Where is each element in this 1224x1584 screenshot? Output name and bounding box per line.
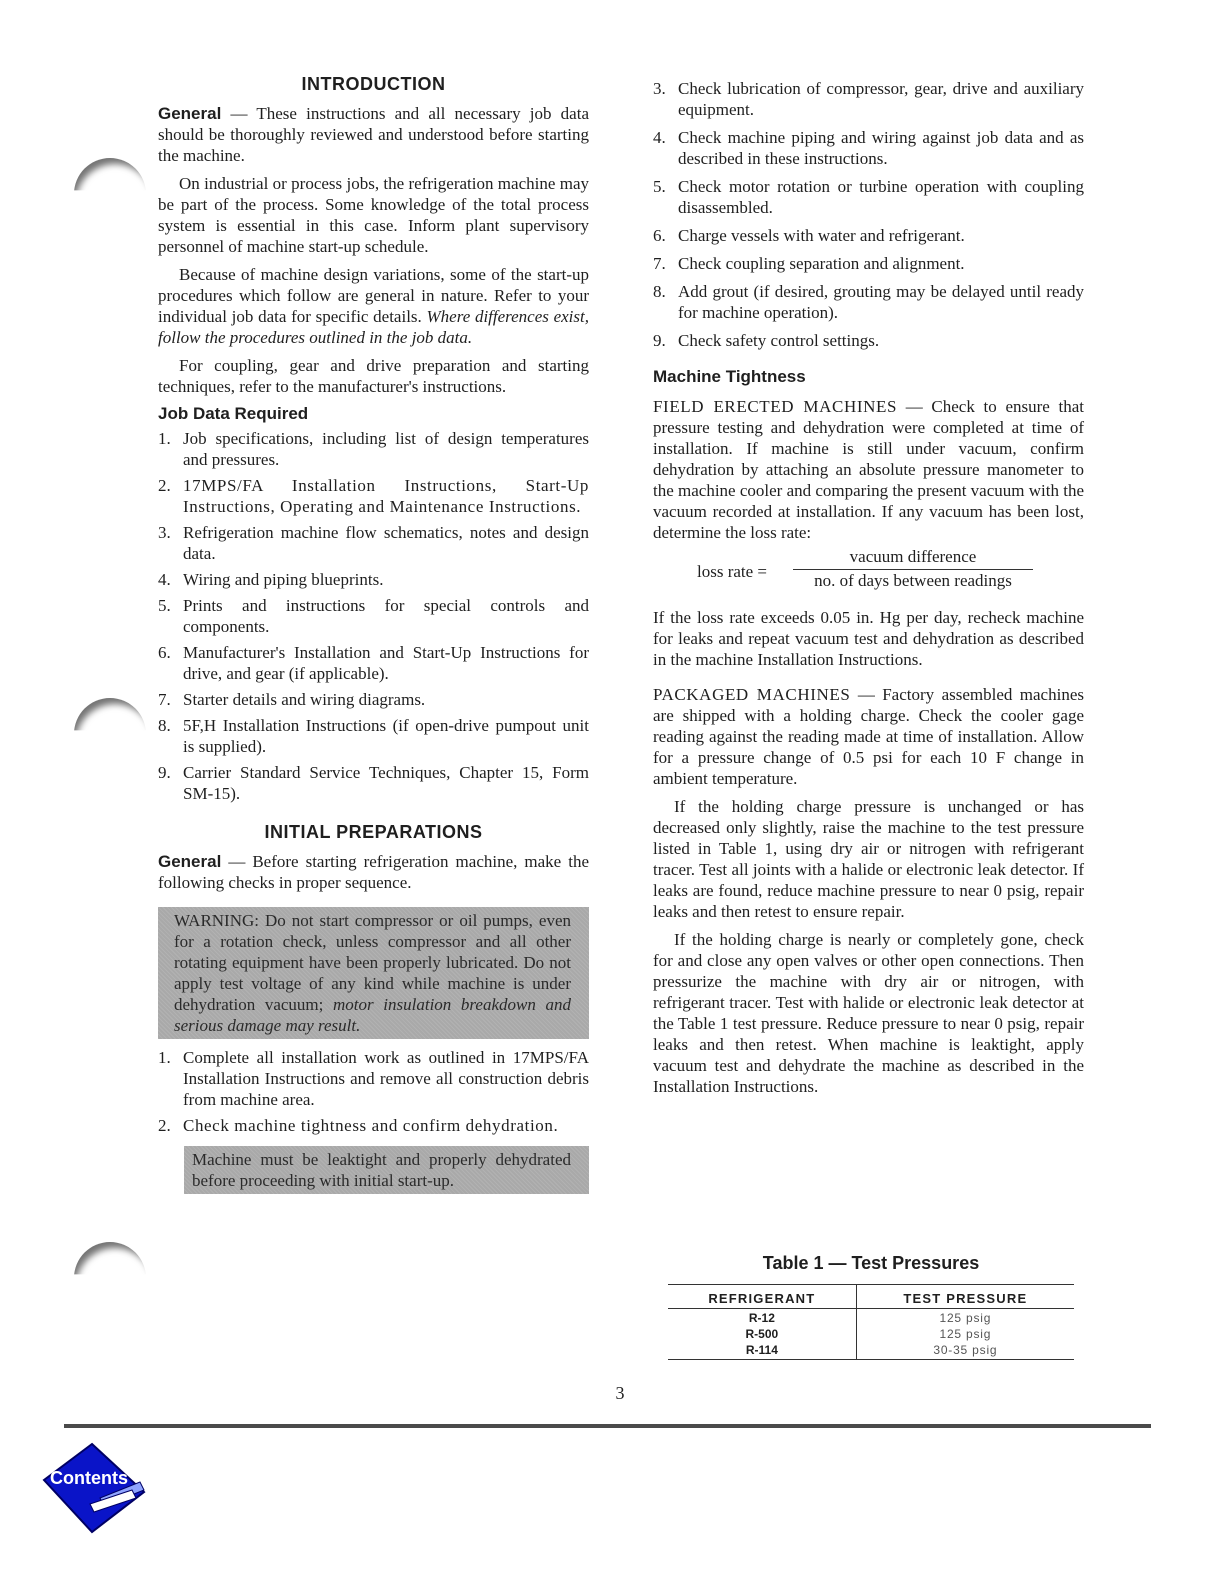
refrigerant-cell: R-500 bbox=[745, 1327, 779, 1341]
warning-italic: motor insulation breakdown and serious damage may result. bbox=[174, 995, 571, 1035]
variations-paragraph bbox=[158, 264, 589, 348]
list-item: 2. Check machine tightness and confirm dehydration. bbox=[158, 1116, 559, 1135]
footer-rule bbox=[64, 1424, 1151, 1428]
loss-rate-formula bbox=[653, 547, 1084, 597]
general-text: — These instructions and all necessary job data should be thoroughly reviewed and understood before starting the machine. bbox=[158, 104, 589, 165]
table-header-row bbox=[668, 1285, 1074, 1309]
list-item: 5. Prints and instructions for special controls and components. bbox=[158, 596, 589, 636]
formula-denominator: no. of days between readings bbox=[814, 571, 1012, 590]
prep-list-left bbox=[158, 1047, 589, 1136]
test-pressures-table bbox=[668, 1284, 1074, 1360]
refrigerant-cell: R-114 bbox=[668, 1342, 856, 1360]
list-item: 7. Starter details and wiring diagrams. bbox=[158, 690, 426, 709]
table-row bbox=[668, 1309, 1074, 1327]
field-erected-text: — Check to ensure that pressure testing and dehydration were completed at time of installation. If machine is still under vacuum, confirm dehydration by attaching an absolute pressure manometer to the machine cooler and comparing the present vacuum with the vacuum recorded at installation. If any vacuum has been lost, determine the loss rate: bbox=[653, 397, 1085, 542]
field-erected-lead: FIELD ERECTED MACHINES bbox=[653, 397, 898, 416]
general2-lead: General bbox=[158, 852, 222, 871]
packaged-lead: PACKAGED MACHINES bbox=[653, 685, 851, 704]
general-lead: General bbox=[158, 104, 222, 123]
list-item: 3. Check lubrication of compressor, gear, drive and auxiliary equipment. bbox=[653, 79, 1084, 119]
refrigerant-cell: R-12 bbox=[748, 1311, 775, 1325]
prep-list-right bbox=[653, 78, 1084, 351]
job-data-heading: Job Data Required bbox=[158, 404, 309, 423]
list-item: 9. Carrier Standard Service Techniques, Chapter 15, Form SM-15). bbox=[158, 763, 589, 803]
page-number: 3 bbox=[615, 1383, 625, 1403]
table-row bbox=[668, 1342, 1074, 1360]
list-item: 1. Job specifications, including list of design temperatures and pressures. bbox=[158, 429, 589, 469]
list-item: 4. Check machine piping and wiring against job data and as described in these instructions. bbox=[653, 128, 1084, 168]
formula-numerator: vacuum difference bbox=[849, 547, 977, 566]
variations-text: Because of machine design variations, some of the start-up procedures which follow are general in nature. Refer to your individual job data for specific details. bbox=[158, 265, 589, 326]
list-item: 6. Charge vessels with water and refrigerant. bbox=[653, 226, 965, 245]
pressure-cell: 30-35 psig bbox=[856, 1342, 1074, 1360]
binder-hole-top bbox=[74, 158, 146, 230]
job-data-list bbox=[158, 428, 589, 804]
pressure-cell: 125 psig bbox=[856, 1326, 1074, 1342]
introduction-heading: INTRODUCTION bbox=[301, 74, 446, 94]
packaged-text: — Factory assembled machines are shipped with a holding charge. Check the cooler gage reading against the reading made at time of installation. Allow for a pressure change of 0.5 psi for each 10 F change in ambient temperature. bbox=[653, 685, 1084, 788]
pressure-column-header: TEST PRESSURE bbox=[856, 1285, 1074, 1309]
refrigerant-column-header: REFRIGERANT bbox=[668, 1285, 856, 1309]
contents-link[interactable]: Contents bbox=[50, 1468, 128, 1488]
general2-text: — Before starting refrigeration machine, make the following checks in proper sequence. bbox=[158, 852, 589, 892]
formula-lhs: loss rate = bbox=[697, 562, 768, 581]
machine-tightness-heading: Machine Tightness bbox=[653, 367, 806, 386]
binder-hole-bottom bbox=[74, 1242, 146, 1314]
binder-hole-middle bbox=[74, 698, 146, 770]
list-item: 3. Refrigeration machine flow schematics, notes and design data. bbox=[158, 523, 589, 563]
holding-gone-paragraph: If the holding charge is nearly or completely gone, check for and close any open valves or other open connections. Then pressurize the machine with dry air or nitrogen, with refrigerant tracer. Test with halide or electronic leak detector at the Table 1 test pressure. Reduce pressure to near 0 psig, repair leaks and then retest. When machine is leaktight, apply vacuum test and dehydrate the machine as described in the Installation Instructions. bbox=[653, 930, 1084, 1096]
warning-box bbox=[158, 907, 589, 1039]
loss-rate-paragraph: If the loss rate exceeds 0.05 in. Hg per day, recheck machine for leaks and repeat vacuum test and dehydration as described in the machine Installation Instructions. bbox=[653, 608, 1084, 669]
list-item: 2. 17MPS/FA Installation Instructions, Start-Up Instructions, Operating and Maintenance Instructions. bbox=[158, 476, 589, 516]
general2-paragraph bbox=[158, 851, 589, 893]
list-item: 4. Wiring and piping blueprints. bbox=[158, 570, 384, 589]
pressure-cell: 125 psig bbox=[856, 1309, 1074, 1327]
table-row bbox=[668, 1326, 1074, 1342]
list-item: 1. Complete all installation work as outlined in 17MPS/FA Installation Instructions and remove all construction debris from machine area. bbox=[158, 1048, 589, 1109]
left-column bbox=[158, 72, 589, 1194]
list-item: 7. Check coupling separation and alignment. bbox=[653, 254, 965, 273]
right-column bbox=[653, 72, 1084, 1097]
coupling-paragraph: For coupling, gear and drive preparation and starting techniques, refer to the manufacturer's instructions. bbox=[158, 356, 589, 396]
table-caption: Table 1 — Test Pressures bbox=[762, 1253, 980, 1273]
variations-italic: Where differences exist, follow the procedures outlined in the job data. bbox=[158, 307, 589, 347]
list-item: 8. 5F,H Installation Instructions (if open-drive pumpout unit is supplied). bbox=[158, 716, 589, 756]
packaged-paragraph bbox=[653, 684, 1084, 789]
list-item: 8. Add grout (if desired, grouting may be delayed until ready for machine operation). bbox=[653, 282, 1084, 322]
warning-text: WARNING: Do not start compressor or oil pumps, even for a rotation check, unless compressor and all other rotating equipment have been properly lubricated. Do not apply test voltage of any kind while machine is under dehydration vacuum; bbox=[174, 911, 571, 1014]
holding-unchanged-paragraph: If the holding charge pressure is unchanged or has decreased only slightly, raise the machine to the test pressure listed in Table 1, using dry air or nitrogen with refrigerant tracer. Test all joints with a halide or electronic leak detector. If leaks are found, reduce machine pressure to near 0 psig, repair leaks and then retest to ensure repair. bbox=[653, 797, 1084, 921]
list-item: 5. Check motor rotation or turbine operation with coupling disassembled. bbox=[653, 177, 1084, 217]
formula-fraction bbox=[793, 547, 1033, 591]
list-item: 9. Check safety control settings. bbox=[653, 331, 880, 350]
industrial-paragraph: On industrial or process jobs, the refrigeration machine may be part of the process. Some knowledge of the total process system is essential in this case. Inform plant supervisory personnel of machine start-up schedule. bbox=[158, 174, 589, 256]
leaktight-note-box: Machine must be leaktight and properly dehydrated before proceeding with initial start-up. bbox=[184, 1146, 589, 1194]
general-paragraph bbox=[158, 103, 589, 166]
list-item: 6. Manufacturer's Installation and Start-Up Instructions for drive, and gear (if applicable). bbox=[158, 643, 589, 683]
initial-preparations-heading: INITIAL PREPARATIONS bbox=[264, 822, 483, 842]
fraction-bar bbox=[793, 569, 1033, 570]
field-erected-paragraph bbox=[653, 396, 1084, 543]
